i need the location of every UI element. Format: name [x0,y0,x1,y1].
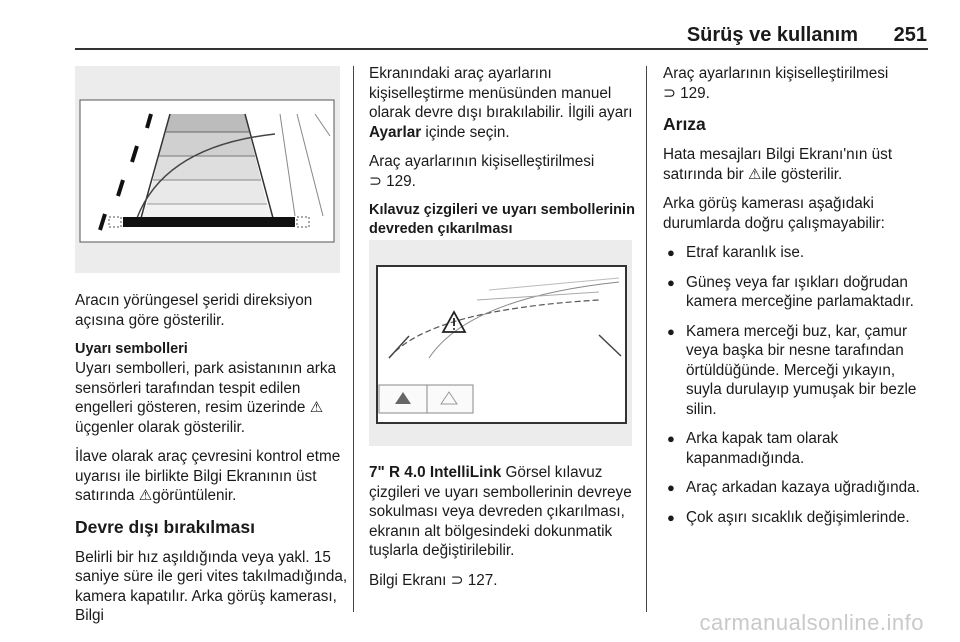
page-ref-icon: ⊃ [369,172,382,190]
intellilink-term: 7" R 4.0 IntelliLink [369,464,502,481]
column-2-lower [369,463,637,600]
figure-caption: Aracın yörüngesel şeridi direksiyon açısına göre gösterilir. [75,292,313,329]
trajectory-diagram [75,66,340,273]
list-item: ● Güneş veya far ışıkları doğrudan kamera merceğine parlamaktadır. [667,273,914,310]
bullet-icon: ● [667,431,675,446]
bullet-icon: ● [667,509,675,525]
page-ref-icon: ⊃ [450,571,464,589]
settings-term: Ayarlar [369,123,422,141]
disable-text: Belirli bir hız aşıldığında veya yakl. 15 saniye süre ile geri vites takılmadığında, kamera kapatılır. Arka görüş kamerası, Bilgi [75,548,348,624]
warning-symbols-toggle-button[interactable] [427,385,473,413]
column-1 [75,291,350,636]
bullet-icon: ● [667,274,675,290]
camera-screen-diagram [369,240,632,446]
warning-triangle-icon: ⚠ [138,487,153,504]
camera-screen-figure [369,240,632,446]
camera-conditions-intro: Arka görüş kamerası aşağıdaki durumlarda doğru çalışmayabilir: [663,195,885,232]
warning-symbols-heading: Uyarı sembolleri [75,341,188,357]
intellilink-paragraph: 7" R 4.0 IntelliLink Görsel kılavuz çizgileri ve uyarı sembollerinin devreye sokulması veya devreden çıkarılması, ekranın alt bölgesindeki dokunmatik tuşlarla değiştirilebilir. [369,464,632,559]
warning-triangle-icon: ⚠ [748,165,762,183]
fault-heading: Arıza [663,114,706,134]
page-ref-icon: ⊃ [663,84,676,102]
page-number: 251 [893,24,927,46]
extra-warning-text: İlave olarak araç çevresini kontrol etme uyarısı ile birlikte Bilgi Ekranının üst satırında ⚠görüntülenir. [75,448,341,504]
header-rule [75,48,928,50]
warning-triangle-icon: ⚠ [309,399,324,416]
bullet-icon: ● [667,323,675,339]
personalization-ref: Araç ayarlarının kişiselleştirilmesi ⊃ 129. [369,153,595,190]
column-3 [663,64,935,537]
warning-symbols-text: Uyarı sembolleri, park asistanının arka sensörleri tarafından tespit edilen engelleri gösteren, resim üzerinde ⚠üçgenler olarak gösterilir. [75,360,337,436]
column-divider-1 [353,66,354,612]
list-item: ● Çok aşırı sıcaklık değişimlerinde. [667,508,910,526]
fault-text: Hata mesajları Bilgi Ekranı'nın üst satırında bir ⚠ile gösterilir. [663,146,893,183]
watermark: carmanualsonline.info [699,610,924,635]
bullet-icon: ● [667,480,675,495]
bullet-icon: ● [667,245,675,260]
disable-heading: Devre dışı bırakılması [75,516,255,537]
page-title: Sürüş ve kullanım [686,24,858,46]
page-header [0,0,960,60]
list-item: ● Kamera merceği buz, kar, çamur veya başka bir nesne tarafından örtüldüğünde. Merceği yıkayın, suyla durulayıp yumuşak bir bezle silin. [667,322,917,418]
info-display-ref: Bilgi Ekranı ⊃ 127. [369,571,498,589]
list-item: ● Arka kapak tam olarak kapanmadığında. [667,430,839,467]
column-2 [369,64,637,239]
list-item: ● Etraf karanlık ise. [667,244,805,261]
column-divider-2 [646,66,647,612]
settings-paragraph: Ekranındaki araç ayarlarını kişiselleştirme menüsünden manuel olarak devre dışı bırakılabilir. İlgili ayarı Ayarlar içinde seçin. [369,65,633,141]
personalization-ref: Araç ayarlarının kişiselleştirilmesi ⊃ 129. [663,65,889,102]
list-item: ● Araç arkadan kazaya uğradığında. [667,479,920,496]
trajectory-figure [75,66,340,273]
conditions-list [663,243,935,527]
guidelines-heading: Kılavuz çizgileri ve uyarı sembollerinin devreden çıkarılması [369,202,635,237]
